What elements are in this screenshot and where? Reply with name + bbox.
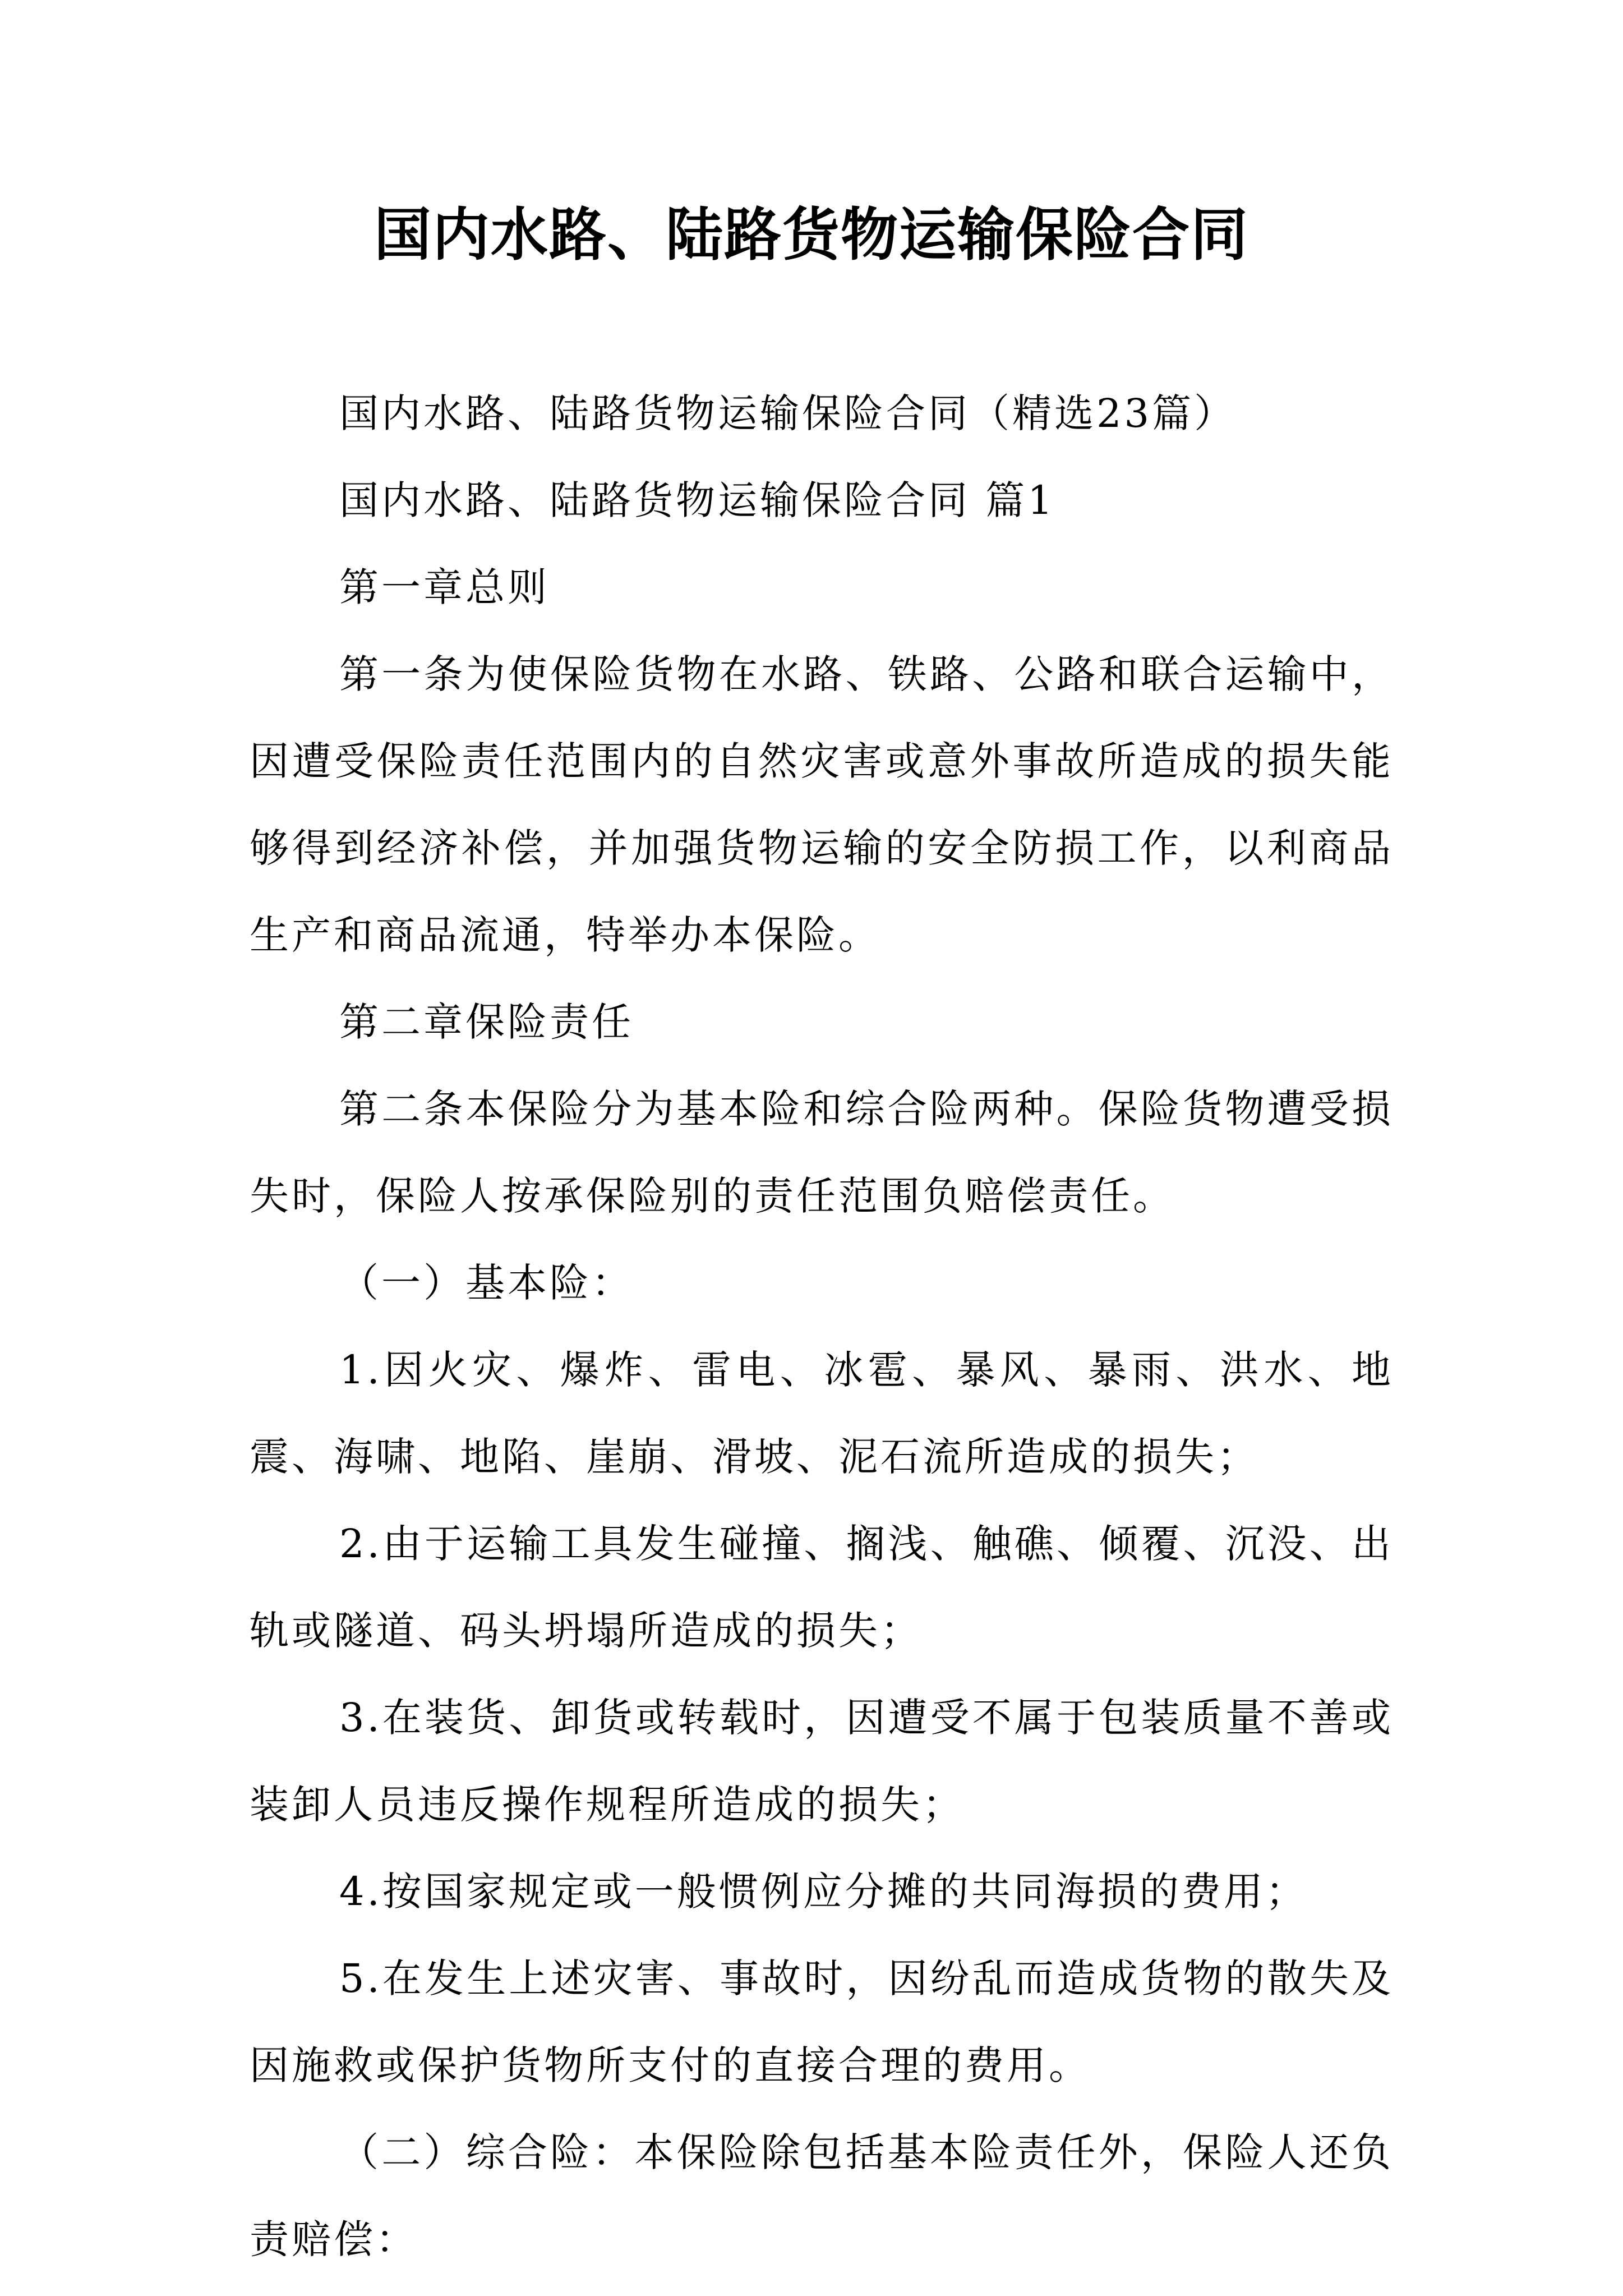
paragraph-section-heading: 国内水路、陆路货物运输保险合同 篇1	[339, 477, 1055, 523]
paragraph-item-1: 1.因火灾、爆炸、雷电、冰雹、暴风、暴雨、洪水、地震、海啸、地陷、崖崩、滑坡、泥石流所造成的损失；	[250, 1347, 1394, 1480]
paragraph-comprehensive-insurance: （二）综合险：本保险除包括基本险责任外，保险人还负责赔偿：	[250, 2129, 1394, 2262]
document-body	[250, 370, 1394, 2283]
document-title: 国内水路、陆路货物运输保险合同	[374, 202, 1249, 269]
paragraph-item-2: 2.由于运输工具发生碰撞、搁浅、触礁、倾覆、沉没、出轨或隧道、码头坍塌所造成的损失；	[250, 1521, 1394, 1654]
paragraph-article-1: 第一条为使保险货物在水路、铁路、公路和联合运输中，因遭受保险责任范围内的自然灾害或意外事故所造成的损失能够得到经济补偿，并加强货物运输的安全防损工作，以利商品生产和商品流通，特举办本保险。	[250, 651, 1394, 958]
paragraph-item-4: 4.按国家规定或一般惯例应分摊的共同海损的费用；	[339, 1869, 1308, 1915]
paragraph-item-3: 3.在装货、卸货或转载时，因遭受不属于包装质量不善或装卸人员违反操作规程所造成的损失；	[250, 1695, 1394, 1828]
paragraph-article-2: 第二条本保险分为基本险和综合险两种。保险货物遭受损失时，保险人按承保险别的责任范围负赔偿责任。	[250, 1086, 1394, 1219]
paragraph-chapter-1: 第一章总则	[339, 564, 550, 610]
paragraph-basic-insurance: （一）基本险：	[339, 1260, 634, 1306]
paragraph-chapter-2: 第二章保险责任	[339, 999, 634, 1045]
paragraph-item-5: 5.在发生上述灾害、事故时，因纷乱而造成货物的散失及因施救或保护货物所支付的直接合理的费用。	[250, 1955, 1394, 2088]
paragraph-subtitle: 国内水路、陆路货物运输保险合同（精选23篇）	[339, 390, 1237, 436]
